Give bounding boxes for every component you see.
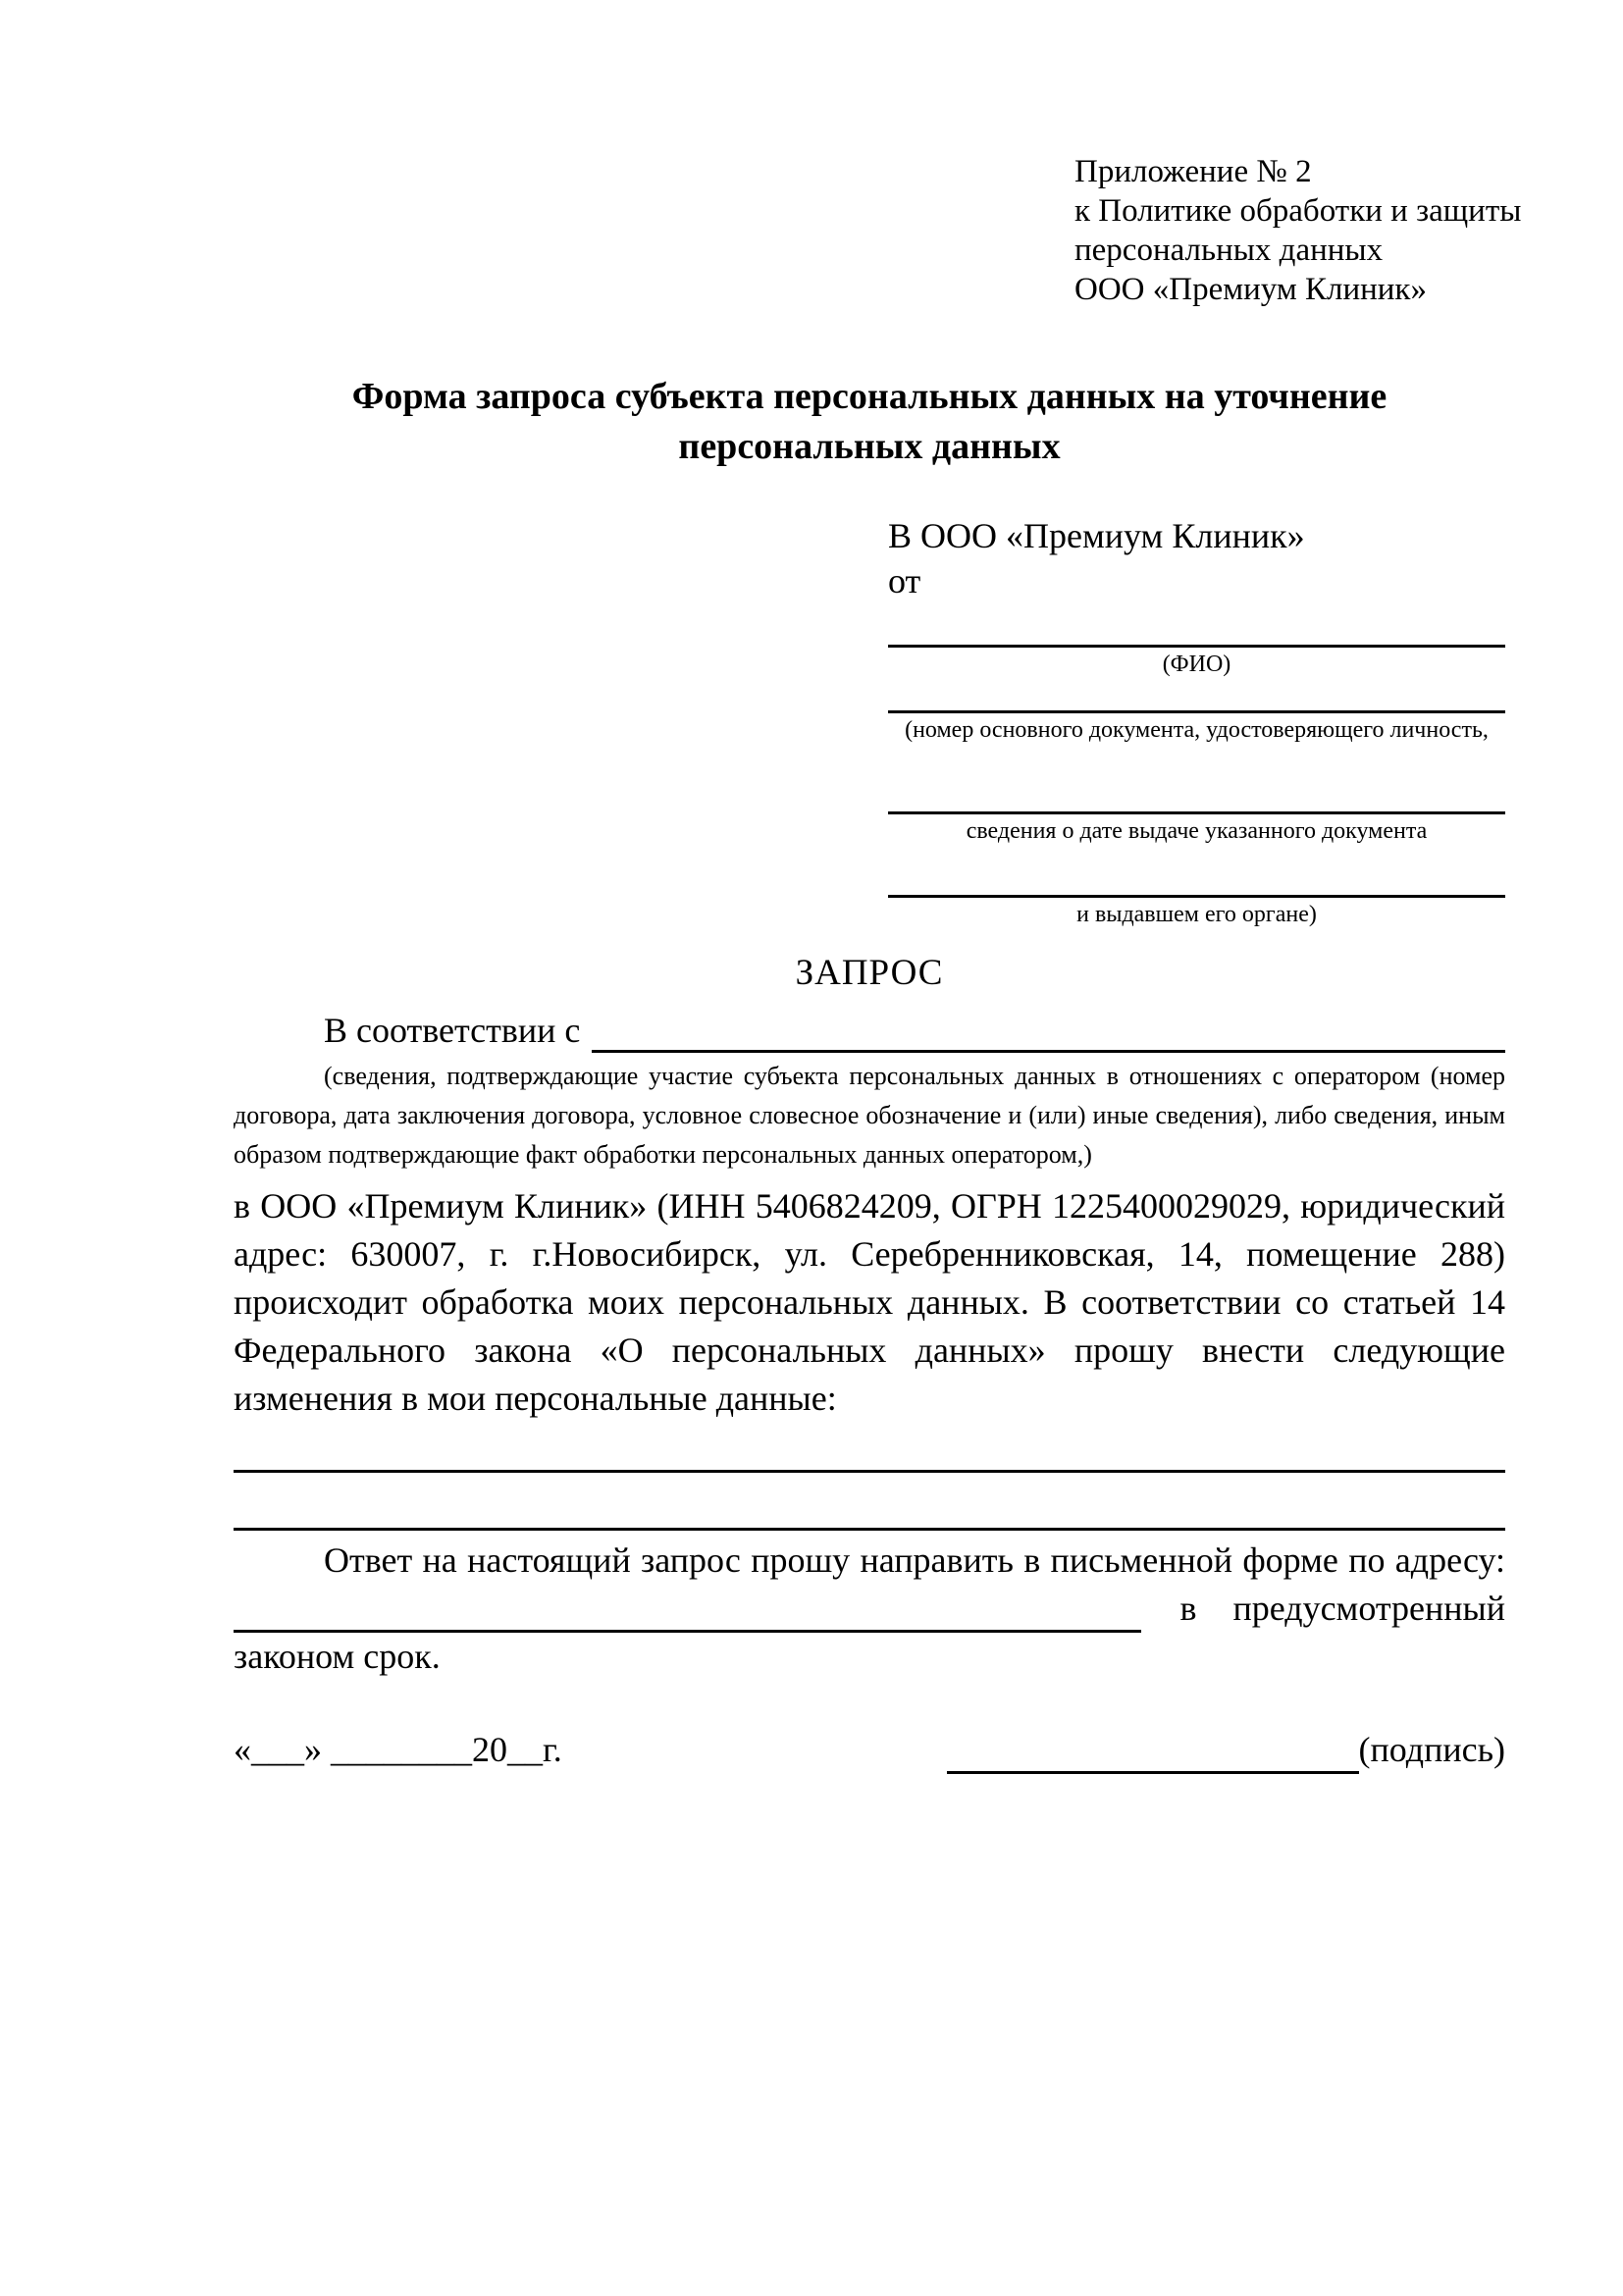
issuing-authority-caption: и выдавшем его органе) — [1076, 902, 1317, 927]
reply-sentence-tail: в предусмотренный — [1179, 1589, 1505, 1628]
annex-line-1: Приложение № 2 — [1074, 154, 1312, 189]
signature-group — [947, 1726, 1505, 1774]
addressee-from-label: от — [888, 561, 921, 600]
issue-date-caption: сведения о дате выдаче указанного документа — [966, 818, 1428, 844]
addressee-block — [888, 513, 1505, 929]
basis-blank-line — [592, 1014, 1505, 1053]
date-signature-row — [234, 1726, 1505, 1774]
annex-line-3: персональных данных — [1074, 233, 1384, 268]
signature-caption: (подпись) — [1358, 1730, 1505, 1769]
address-blank-line — [234, 1593, 1141, 1633]
basis-prefix: В соответствии с — [324, 1011, 581, 1050]
basis-fine-print: (сведения, подтверждающие участие субъекта персональных данных в отношениях с оператором (номер договора, дата заключения договора, условное словесное обозначение и (или) иные сведения), либо сведения, иным образом подтверждающие факт обработки персональных данных оператором,) — [234, 1062, 1505, 1169]
annex-line-2: к Политике обработки и защиты — [1074, 193, 1522, 229]
changes-blank-line-2 — [234, 1528, 1505, 1531]
signature-blank-line — [947, 1735, 1359, 1774]
fio-caption: (ФИО) — [1162, 652, 1231, 677]
annex-reference-block — [1074, 152, 1522, 309]
id-document-caption: (номер основного документа, удостоверяющего личность, — [905, 717, 1489, 743]
reply-address-sentence: Ответ на настоящий запрос прошу направить в письменной форме по адресу: — [324, 1540, 1505, 1580]
issuing-authority-blank-line — [888, 895, 1505, 898]
id-document-blank-line — [888, 710, 1505, 713]
reply-address-row — [234, 1585, 1505, 1633]
request-body-paragraph: в ООО «Премиум Клиник» (ИНН 5406824209, ОГРН 1225400029029, юридический адрес: 630007, г. г.Новосибирск, ул. Серебренниковская, 14, помещение 288) происходит обработка моих персональных данных. В соответствии со статьей 14 Федерального закона «О персональных данных» прошу внести следующие изменения в мои персональные данные: — [234, 1186, 1505, 1418]
date-blank-field: «___» ________20__г. — [234, 1730, 562, 1769]
addressee-to: В ООО «Премиум Клиник» — [888, 516, 1305, 555]
reply-sentence-end: законом срок. — [234, 1637, 441, 1676]
issue-date-blank-line — [888, 811, 1505, 814]
fio-blank-line — [888, 645, 1505, 648]
document-title: Форма запроса субъекта персональных данных на уточнение персональных данных — [351, 376, 1387, 467]
request-heading: ЗАПРОС — [795, 953, 944, 993]
changes-blank-line-1 — [234, 1470, 1505, 1473]
annex-line-4: ООО «Премиум Клиник» — [1074, 272, 1427, 307]
basis-line — [234, 1008, 1505, 1053]
